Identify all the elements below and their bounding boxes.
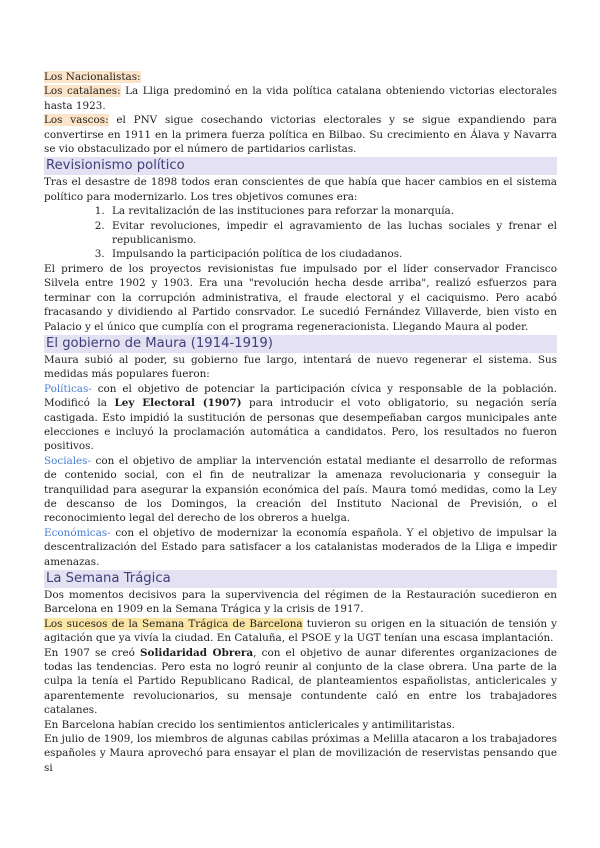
sociales-paragraph (44, 454, 557, 526)
politicas-paragraph (44, 382, 557, 454)
nacionalistas-heading-text: Los Nacionalistas: (44, 71, 141, 83)
maura-intro: Maura subió al poder, su gobierno fue largo, intentará de nuevo regenerar el sistema. Sus medidas más populares fueron: (44, 353, 557, 381)
semana-highlight: Los sucesos de la Semana Trágica de Barcelona (44, 617, 303, 630)
sociales-text: con el objetivo de ampliar la intervención estatal mediante el desarrollo de reformas de contenido social, con el fin de neutralizar la amenaza revolucionaria y conseguir la tranquilidad para asegurar la expansión económica del país. Maura tomó medidas, como la Ley de descanso de los Domingos, la creación del Instituto Nacional de Previsión, o el reconocimiento legal del derecho de los obreros a huelga. (44, 454, 557, 525)
semana-intro: Dos momentos decisivos para la supervivencia del régimen de la Restauración sucedieron en Barcelona en 1909 en la Semana Trágica y la crisis de 1917. (44, 589, 557, 616)
semana-paragraph-4: En julio de 1909, los miembros de algunas cabilas próximas a Melilla atacaron a los trabajadores españoles y Maura aprovechó para ensayar el plan de movilización de reservistas pensando que si (44, 733, 557, 774)
ley-electoral: Ley Electoral (1907) (114, 397, 242, 410)
nacionalistas-heading (44, 70, 557, 84)
objectives-list (44, 204, 557, 262)
catalanes-paragraph (44, 84, 557, 113)
economicas-label: Económicas- (44, 526, 111, 539)
sociales-label: Sociales- (44, 454, 92, 467)
catalanes-text: La Lliga predominó en la vida política catalana obteniendo victorias electorales hasta 1923. (44, 85, 557, 112)
economicas-text: con el objetivo de modernizar la economía española. Y el objetivo de impulsar la descentralización del Estado para satisfacer a los catalanistas moderados de la Lliga e impedir amenazas. (44, 526, 557, 568)
vascos-text: el PNV sigue cosechando victorias electorales y se sigue expandiendo para convertirse en 1911 en la primera fuerza política en Bilbao. Su crecimiento en Álava y Navarra se vio obstaculizado por el número de partidarios carlistas. (44, 114, 557, 156)
economicas-paragraph (44, 526, 557, 569)
semana-heading: La Semana Trágica (44, 570, 557, 588)
semana-paragraph-3: En Barcelona habían crecido los sentimientos anticlericales y antimilitaristas. (44, 718, 455, 731)
solidaridad-obrera: Solidaridad Obrera (140, 646, 254, 659)
list-item: 3. Impulsando la participación política de los ciudadanos. (108, 247, 557, 261)
document-page (44, 70, 557, 775)
revisionismo-intro: Tras el desastre de 1898 todos eran conscientes de que había que hacer cambios en el sistema político para modernizarlo. Los tres objetivos comunes era: (44, 176, 557, 203)
vascos-label: Los vascos: (44, 114, 109, 127)
semana-paragraph-1 (44, 617, 557, 646)
semana-p2-text-1: En 1907 se creó (44, 646, 141, 659)
list-item: 1. La revitalización de las instituciones para reforzar la monarquía. (108, 204, 557, 218)
vascos-paragraph (44, 113, 557, 156)
semana-paragraph-2 (44, 646, 557, 718)
semana-p2-text-2: , con el objetivo de aunar diferentes organizaciones de todas las tendencias. Pero esta no logró reunir al conjunto de la clase obrera. Una parte de la culpa la tenía el Partido Republicano Radical, de planteamientos españolistas, anticlericales y aparentemente revolucionarios, su mensaje contundente caló en entre los trabajadores catalanes. (44, 646, 557, 717)
revisionismo-body: El primero de los proyectos revisionistas fue impulsado por el líder conservador Francisco Silvela entre 1902 y 1903. Era una "revolución hecha desde arriba", realizó esfuerzos para terminar con la corrupción administrativa, el fraude electoral y el caciquismo. Pero acabó fracasando y dividiendo al Partido consrvador. Le sucedió Fernández Villaverde, bien visto en Palacio y el único que cumplía con el programa regeneracionista. Llegando Maura al poder. (44, 262, 557, 333)
politicas-label: Políticas- (44, 382, 92, 395)
maura-heading: El gobierno de Maura (1914-1919) (44, 335, 557, 353)
politicas-text-2: para introducir el voto obligatorio, su negación sería castigada. Esto impidió la sustitución de personas que desempeñaban cargos municipales ante elecciones e incluyó la proclamación automática a candidatos. Pero, los resultados no fueron positivos. (44, 397, 557, 453)
semana-p1-text: tuvieron su origen en la situación de tensión y agitación que ya vivía la ciudad. En Cataluña, el PSOE y la UGT tenían una escasa implantación. (44, 617, 558, 645)
revisionismo-heading: Revisionismo político (44, 157, 557, 175)
catalanes-label: Los catalanes: (44, 85, 121, 98)
list-item: 2. Evitar revoluciones, impedir el agravamiento de las luchas sociales y frenar el republicanismo. (108, 219, 557, 248)
politicas-text-1: con el objetivo de potenciar la participación cívica y responsable de la población. Modificó la (44, 382, 557, 410)
